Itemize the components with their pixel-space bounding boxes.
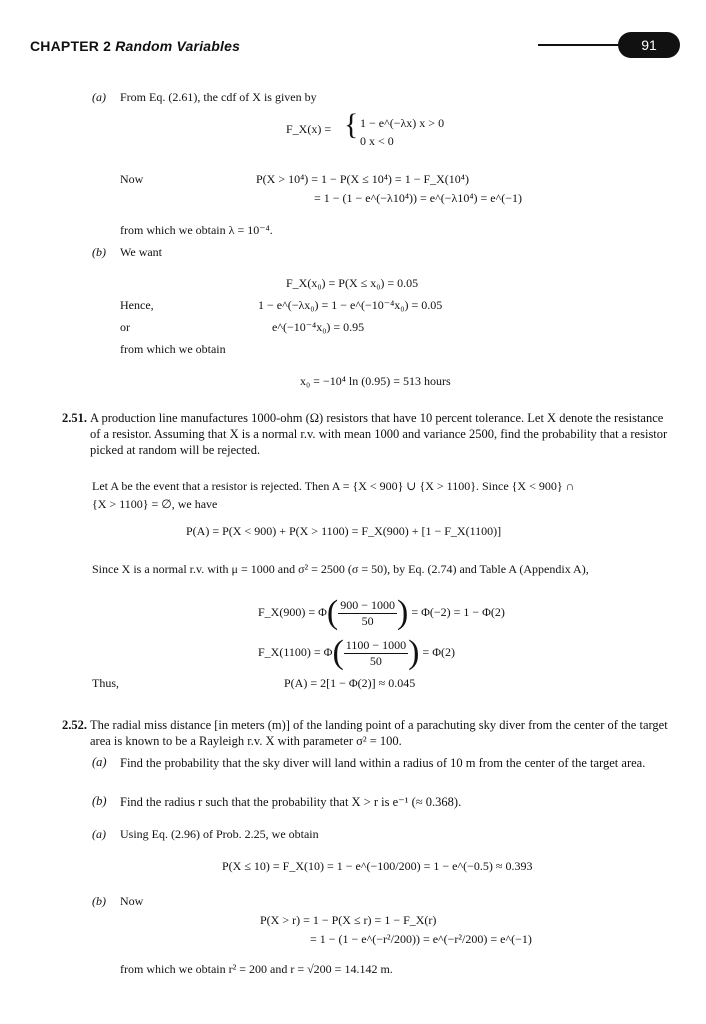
cdf-case-1: 1 − e^(−λx) x > 0 <box>360 116 445 130</box>
solution-a-label: (a) <box>92 827 106 841</box>
f900-paren-close: ) <box>396 594 409 631</box>
hence-equation: 1 − e^(−λx₀) = 1 − e^(−10⁻⁴x₀) = 0.05 <box>258 298 443 312</box>
solution-b-equation-1: P(X > r) = 1 − P(X ≤ r) = 1 − F_X(r) <box>260 913 437 927</box>
or-label: or <box>120 320 130 334</box>
hence-label: Hence, <box>120 298 154 312</box>
f1100-paren-close: ) <box>408 634 420 671</box>
problem-2-51-statement: A production line manufactures 1000-ohm (Ω) resistors that have 10 percent tolerance. Let X denote the resistance of a resistor. Assuming that X is a normal r.v. with mean 1000 and variance 2500, find the probability that a resistor picked at random will be rejected. <box>90 411 668 457</box>
obtain-text: from which we obtain <box>120 342 226 356</box>
chapter-header <box>30 38 240 54</box>
problem-2-52 <box>62 717 672 749</box>
solution-a-text: Using Eq. (2.96) of Prob. 2.25, we obtain <box>120 827 319 841</box>
problem-2-51-number: 2.51. <box>62 411 87 425</box>
obtain-lambda: from which we obtain λ = 10⁻⁴. <box>120 223 273 237</box>
question-b-text: Find the radius r such that the probability that X > r is e⁻¹ (≈ 0.368). <box>120 795 462 809</box>
pa-equation: P(A) = P(X < 900) + P(X > 1100) = F_X(900) + [1 − F_X(1100)] <box>186 524 502 538</box>
or-equation: e^(−10⁻⁴x₀) = 0.95 <box>272 320 365 334</box>
cdf-lhs: F_X(x) = <box>286 122 332 136</box>
x0-result: x₀ = −10⁴ ln (0.95) = 513 hours <box>300 374 451 388</box>
p251-solution-line-2: {X > 1100} = ∅, we have <box>92 497 218 511</box>
part-b-label: (b) <box>92 245 106 259</box>
f900-numerator: 900 − 1000 <box>340 597 395 612</box>
problem-2-52-statement: The radial miss distance [in meters (m)] of the landing point of a parachuting sky diver from the center of the target area is known to be a Rayleigh r.v. X with parameter σ² = 100. <box>90 718 668 748</box>
f1100-paren-open: ( <box>332 634 344 671</box>
final-result: from which we obtain r² = 200 and r = √200 = 14.142 m. <box>120 962 393 976</box>
chapter-title: Random Variables <box>115 38 241 54</box>
question-a-label: (a) <box>92 755 107 769</box>
problem-2-52-number: 2.52. <box>62 718 87 732</box>
f900-lhs: F_X(900) = Φ <box>258 604 327 619</box>
solution-a-equation: P(X ≤ 10) = F_X(10) = 1 − e^(−100/200) = 1 − e^(−0.5) ≈ 0.393 <box>222 859 533 873</box>
part-a-label: (a) <box>92 90 106 104</box>
thus-equation: P(A) = 2[1 − Φ(2)] ≈ 0.045 <box>284 676 416 690</box>
question-b-label: (b) <box>92 794 107 808</box>
f1100-lhs: F_X(1100) = Φ <box>258 644 333 659</box>
want-equation: F_X(x₀) = P(X ≤ x₀) = 0.05 <box>286 276 419 290</box>
now-equation-1: P(X > 10⁴) = 1 − P(X ≤ 10⁴) = 1 − F_X(10⁴) <box>256 172 469 186</box>
f1100-fraction <box>344 638 408 669</box>
f900-rhs: = Φ(−2) = 1 − Φ(2) <box>411 604 505 619</box>
now-label: Now <box>120 172 144 186</box>
now-equation-2: = 1 − (1 − e^(−λ10⁴)) = e^(−λ10⁴) = e^(−1) <box>314 191 522 205</box>
part-b-intro: We want <box>120 245 163 259</box>
cdf-case-2: 0 x < 0 <box>360 134 394 148</box>
page-number: 91 <box>618 32 680 58</box>
part-a-intro: From Eq. (2.61), the cdf of X is given by <box>120 90 317 104</box>
chapter-label: CHAPTER 2 <box>30 38 112 54</box>
p251-solution-line-1: Let A be the event that a resistor is rejected. Then A = {X < 900} ∪ {X > 1100}. Since {X < 900} ∩ <box>92 479 575 493</box>
cdf-brace: { <box>344 108 359 141</box>
f900-equation <box>258 594 505 632</box>
question-a-text: Find the probability that the sky diver will land within a radius of 10 m from the center of the target area. <box>120 756 646 770</box>
f1100-denominator: 50 <box>369 653 382 668</box>
since-line: Since X is a normal r.v. with μ = 1000 and σ² = 2500 (σ = 50), by Eq. (2.74) and Table A (Appendix A), <box>92 562 589 576</box>
solution-b-label: (b) <box>92 894 106 908</box>
f900-fraction <box>338 598 397 629</box>
problem-2-51 <box>62 410 672 458</box>
f900-denominator: 50 <box>361 613 374 628</box>
f1100-numerator: 1100 − 1000 <box>345 637 407 652</box>
thus-label: Thus, <box>92 676 119 690</box>
f1100-rhs: = Φ(2) <box>422 644 455 659</box>
f1100-equation <box>258 634 455 672</box>
f900-paren-open: ( <box>326 594 339 631</box>
solution-b-equation-2: = 1 − (1 − e^(−r²/200)) = e^(−r²/200) = e^(−1) <box>310 932 532 946</box>
solution-b-text: Now <box>120 894 144 908</box>
